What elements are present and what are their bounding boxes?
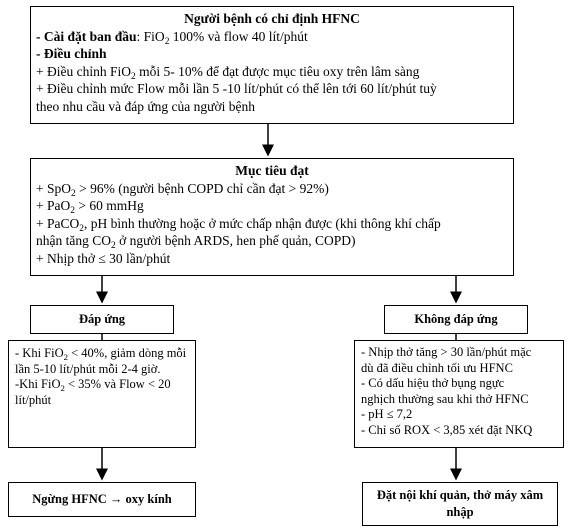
no-respond-label: Không đáp ứng (414, 312, 498, 326)
no-respond-label-box (384, 305, 528, 334)
box2-line5: + Nhịp thở ≤ 30 lần/phút (36, 250, 171, 266)
box1-line2: - Điều chỉnh (36, 46, 107, 61)
no-respond-outcome-box (362, 482, 558, 526)
respond-label-box (30, 305, 174, 334)
no-respond-detail-line1: - Nhịp thở tăng > 30 lần/phút mặc (361, 345, 532, 359)
no-respond-detail-line3: - Có dấu hiệu thở bụng ngực (361, 376, 505, 390)
respond-label: Đáp ứng (78, 312, 126, 326)
box2-line3: + PaCO$_2$, pH bình thường hoặc ở mức chấp nhận được (khi thông khí chấp (36, 215, 441, 234)
box2-line2: + PaO$_2$ > 60 mmHg (36, 198, 144, 216)
respond-detail-line3: -Khi FiO$_2$ < 35% và Flow < 20 (15, 377, 171, 393)
no-respond-detail-line5: - pH ≤ 7,2 (361, 407, 413, 421)
initial-setup-box (30, 6, 514, 124)
box1-line1: - Cài đặt ban đầu: FiO$_2$ 100% và flow 40 lít/phút (36, 28, 308, 47)
box1-line3: + Điều chỉnh FiO$_2$ mỗi 5- 10% để đạt được mục tiêu oxy trên lâm sàng (36, 63, 420, 82)
no-respond-outcome-line1: Đặt nội khí quản, thở máy xâm (376, 488, 544, 502)
box2-title: Mục tiêu đạt (235, 163, 309, 178)
box1-line4: + Điều chỉnh mức Flow mỗi lần 5 -10 lít/phút có thể lên tới 60 lít/phút tuỳ (36, 81, 437, 96)
no-respond-detail-box (354, 340, 564, 448)
respond-detail-line4: lít/phút (15, 392, 52, 407)
box1-line5: theo nhu cầu và đáp ứng của người bệnh (36, 98, 255, 114)
respond-detail-line1: - Khi FiO$_2$ < 40%, giảm dòng mỗi (15, 346, 187, 362)
respond-outcome-box (8, 482, 196, 517)
box1-title: Người bệnh có chỉ định HFNC (184, 11, 360, 26)
no-respond-detail-line6: - Chỉ số ROX < 3,85 xét đặt NKQ (361, 422, 533, 437)
no-respond-detail-line4: nghịch thường sau khi thở HFNC (361, 391, 529, 406)
box2-line4: nhận tăng $CO_2$ ở người bệnh ARDS, hen phế quản, COPD) (36, 233, 356, 251)
no-respond-outcome-line2: nhập (446, 505, 474, 519)
respond-outcome: Ngừng HFNC → oxy kính (32, 492, 172, 506)
respond-detail-box (8, 340, 196, 448)
target-goals-box (30, 158, 514, 276)
no-respond-detail-line2: dù đã điều chỉnh tối ưu HFNC (361, 360, 513, 375)
box2-line1: + SpO$_2$ > 96% (người bệnh COPD chỉ cần đạt > 92%) (36, 180, 329, 199)
respond-detail-line2: lần 5-10 lít/phút mỗi 2-4 giờ. (15, 361, 161, 376)
